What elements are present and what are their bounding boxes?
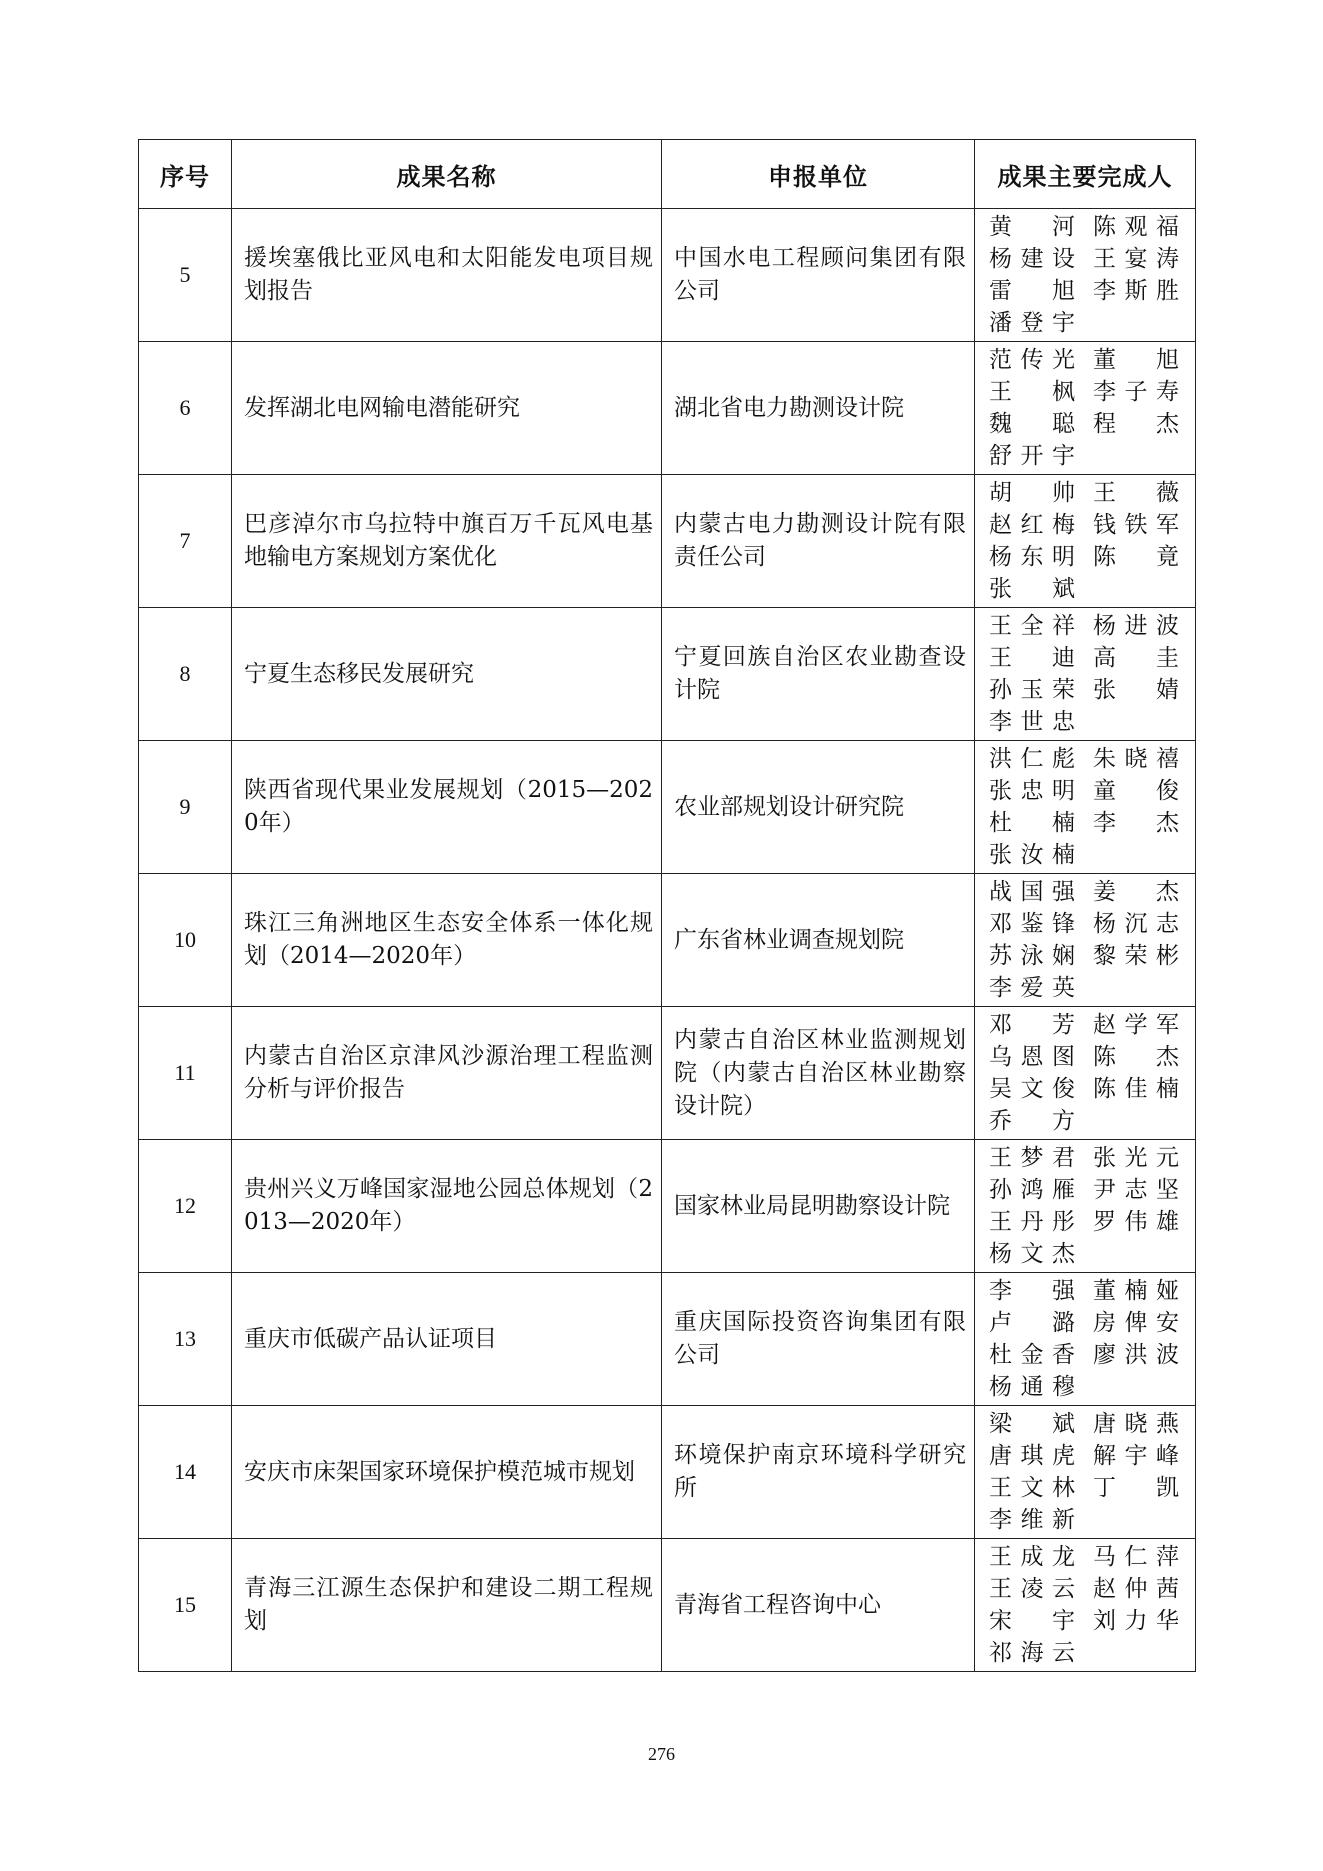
contributors-list xyxy=(989,743,1179,871)
cell-seq: 6 xyxy=(139,342,232,475)
cell-main-contributors xyxy=(975,741,1196,874)
awards-table xyxy=(138,139,1196,1672)
contributors-list xyxy=(989,344,1179,472)
contributor-name: 张忠明 xyxy=(989,778,1075,804)
contributor-name: 吴文俊 xyxy=(989,1076,1075,1102)
table-row xyxy=(139,608,1196,741)
cell-main-contributors xyxy=(975,475,1196,608)
contributor-name: 王梦君 xyxy=(989,1145,1075,1171)
cell-main-contributors xyxy=(975,1140,1196,1273)
cell-main-contributors xyxy=(975,1273,1196,1406)
contributor-name: 李 杰 xyxy=(1093,810,1179,836)
contributor-name: 黎荣彬 xyxy=(1093,943,1179,969)
cell-achievement-name: 安庆市床架国家环境保护模范城市规划 xyxy=(232,1406,662,1539)
cell-achievement-name: 发挥湖北电网输电潜能研究 xyxy=(232,342,662,475)
contributor-name: 董 旭 xyxy=(1093,347,1179,373)
contributor-name: 王 迪 xyxy=(989,645,1075,671)
cell-achievement-name: 珠江三角洲地区生态安全体系一体化规划（2014—2020年） xyxy=(232,874,662,1007)
cell-reporting-unit: 内蒙古自治区林业监测规划院（内蒙古自治区林业勘察设计院） xyxy=(662,1007,975,1140)
contributors-list xyxy=(989,1408,1179,1536)
contributor-name: 童 俊 xyxy=(1093,778,1179,804)
contributors-list xyxy=(989,211,1179,339)
contributor-name: 杨沉志 xyxy=(1093,911,1179,937)
contributors-list xyxy=(989,1275,1179,1403)
cell-seq: 10 xyxy=(139,874,232,1007)
contributor-name: 潘登宇 xyxy=(989,310,1075,336)
cell-seq: 14 xyxy=(139,1406,232,1539)
contributor-name: 宋 宇 xyxy=(989,1608,1075,1634)
contributor-name: 李子寿 xyxy=(1093,379,1179,405)
contributor-name: 杜金香 xyxy=(989,1342,1075,1368)
contributor-name: 朱晓禧 xyxy=(1093,746,1179,772)
table-row xyxy=(139,1406,1196,1539)
contributor-name: 邓 芳 xyxy=(989,1012,1075,1038)
cell-achievement-name: 巴彦淖尔市乌拉特中旗百万千瓦风电基地输电方案规划方案优化 xyxy=(232,475,662,608)
cell-seq: 7 xyxy=(139,475,232,608)
contributor-name: 廖洪波 xyxy=(1093,1342,1179,1368)
contributor-name: 高 圭 xyxy=(1093,645,1179,671)
cell-reporting-unit: 国家林业局昆明勘察设计院 xyxy=(662,1140,975,1273)
contributor-name: 刘力华 xyxy=(1093,1608,1179,1634)
header-seq: 序号 xyxy=(139,140,232,209)
contributors-list xyxy=(989,876,1179,1004)
contributor-name: 杨文杰 xyxy=(989,1241,1075,1267)
contributor-name: 李斯胜 xyxy=(1093,278,1179,304)
contributors-list xyxy=(989,1541,1179,1669)
contributor-name: 王文林 xyxy=(989,1475,1075,1501)
header-name: 成果名称 xyxy=(232,140,662,209)
cell-achievement-name: 援埃塞俄比亚风电和太阳能发电项目规划报告 xyxy=(232,209,662,342)
contributor-name: 杜 楠 xyxy=(989,810,1075,836)
contributor-name: 孙鸿雁 xyxy=(989,1177,1075,1203)
table-row xyxy=(139,475,1196,608)
cell-achievement-name: 内蒙古自治区京津风沙源治理工程监测分析与评价报告 xyxy=(232,1007,662,1140)
cell-main-contributors xyxy=(975,342,1196,475)
table-row xyxy=(139,209,1196,342)
contributor-name: 姜 杰 xyxy=(1093,879,1179,905)
contributor-name: 雷 旭 xyxy=(989,278,1075,304)
contributor-name: 王 薇 xyxy=(1093,480,1179,506)
contributor-name: 胡 帅 xyxy=(989,480,1075,506)
contributor-name: 张 婧 xyxy=(1093,677,1179,703)
contributor-name: 唐琪虎 xyxy=(989,1443,1075,1469)
table-body xyxy=(139,209,1196,1672)
table-row xyxy=(139,1140,1196,1273)
cell-reporting-unit: 广东省林业调查规划院 xyxy=(662,874,975,1007)
contributor-name: 杨东明 xyxy=(989,544,1075,570)
cell-seq: 8 xyxy=(139,608,232,741)
contributor-name: 战国强 xyxy=(989,879,1075,905)
contributor-name: 赵红梅 xyxy=(989,512,1075,538)
table-header-row xyxy=(139,140,1196,209)
contributor-name: 陈 杰 xyxy=(1093,1044,1179,1070)
contributor-name: 杨建设 xyxy=(989,246,1075,272)
contributor-name: 杨进波 xyxy=(1093,613,1179,639)
contributor-name: 李维新 xyxy=(989,1507,1075,1533)
cell-seq: 11 xyxy=(139,1007,232,1140)
contributor-name: 王凌云 xyxy=(989,1576,1075,1602)
cell-achievement-name: 陕西省现代果业发展规划（2015—2020年） xyxy=(232,741,662,874)
cell-reporting-unit: 中国水电工程顾问集团有限公司 xyxy=(662,209,975,342)
contributor-name: 王 枫 xyxy=(989,379,1075,405)
table-row xyxy=(139,741,1196,874)
contributor-name: 丁 凯 xyxy=(1093,1475,1179,1501)
contributor-name: 李爱英 xyxy=(989,975,1075,1001)
contributors-list xyxy=(989,477,1179,605)
cell-achievement-name: 重庆市低碳产品认证项目 xyxy=(232,1273,662,1406)
header-people: 成果主要完成人 xyxy=(975,140,1196,209)
cell-seq: 13 xyxy=(139,1273,232,1406)
cell-seq: 15 xyxy=(139,1539,232,1672)
contributor-name: 陈佳楠 xyxy=(1093,1076,1179,1102)
contributor-name: 张 斌 xyxy=(989,576,1075,602)
cell-seq: 5 xyxy=(139,209,232,342)
contributor-name: 舒开宇 xyxy=(989,443,1075,469)
cell-main-contributors xyxy=(975,874,1196,1007)
contributor-name: 范传光 xyxy=(989,347,1075,373)
contributor-name: 邓鉴锋 xyxy=(989,911,1075,937)
cell-achievement-name: 宁夏生态移民发展研究 xyxy=(232,608,662,741)
contributor-name: 张光元 xyxy=(1093,1145,1179,1171)
contributor-name: 李 强 xyxy=(989,1278,1075,1304)
cell-reporting-unit: 农业部规划设计研究院 xyxy=(662,741,975,874)
cell-reporting-unit: 湖北省电力勘测设计院 xyxy=(662,342,975,475)
contributor-name: 尹志坚 xyxy=(1093,1177,1179,1203)
header-unit: 申报单位 xyxy=(662,140,975,209)
cell-reporting-unit: 宁夏回族自治区农业勘查设计院 xyxy=(662,608,975,741)
cell-reporting-unit: 内蒙古电力勘测设计院有限责任公司 xyxy=(662,475,975,608)
contributor-name: 陈观福 xyxy=(1093,214,1179,240)
cell-reporting-unit: 环境保护南京环境科学研究所 xyxy=(662,1406,975,1539)
contributor-name: 乌恩图 xyxy=(989,1044,1075,1070)
contributor-name: 洪仁彪 xyxy=(989,746,1075,772)
contributor-name: 王丹彤 xyxy=(989,1209,1075,1235)
contributor-name: 陈 竟 xyxy=(1093,544,1179,570)
contributor-name: 罗伟雄 xyxy=(1093,1209,1179,1235)
page-number: 276 xyxy=(648,1744,675,1764)
contributor-name: 卢 潞 xyxy=(989,1310,1075,1336)
contributor-name: 房俾安 xyxy=(1093,1310,1179,1336)
cell-main-contributors xyxy=(975,1539,1196,1672)
contributor-name: 钱铁军 xyxy=(1093,512,1179,538)
cell-achievement-name: 贵州兴义万峰国家湿地公园总体规划（2013—2020年） xyxy=(232,1140,662,1273)
table-row xyxy=(139,1273,1196,1406)
cell-seq: 12 xyxy=(139,1140,232,1273)
contributor-name: 赵仲茜 xyxy=(1093,1576,1179,1602)
contributors-list xyxy=(989,1009,1179,1137)
contributor-name: 王宴涛 xyxy=(1093,246,1179,272)
cell-seq: 9 xyxy=(139,741,232,874)
cell-main-contributors xyxy=(975,1007,1196,1140)
contributor-name: 黄 河 xyxy=(989,214,1075,240)
contributor-name: 李世忠 xyxy=(989,709,1075,735)
contributor-name: 王成龙 xyxy=(989,1544,1075,1570)
cell-main-contributors xyxy=(975,1406,1196,1539)
contributor-name: 马仁萍 xyxy=(1093,1544,1179,1570)
cell-main-contributors xyxy=(975,209,1196,342)
table-row xyxy=(139,342,1196,475)
table-row xyxy=(139,1007,1196,1140)
contributor-name: 苏泳娴 xyxy=(989,943,1075,969)
contributors-list xyxy=(989,610,1179,738)
contributor-name: 魏 聪 xyxy=(989,411,1075,437)
contributor-name: 王全祥 xyxy=(989,613,1075,639)
cell-reporting-unit: 青海省工程咨询中心 xyxy=(662,1539,975,1672)
contributor-name: 赵学军 xyxy=(1093,1012,1179,1038)
contributor-name: 祁海云 xyxy=(989,1640,1075,1666)
contributor-name: 张汝楠 xyxy=(989,842,1075,868)
cell-reporting-unit: 重庆国际投资咨询集团有限公司 xyxy=(662,1273,975,1406)
contributor-name: 孙玉荣 xyxy=(989,677,1075,703)
contributor-name: 解宇峰 xyxy=(1093,1443,1179,1469)
table-row xyxy=(139,874,1196,1007)
contributor-name: 梁 斌 xyxy=(989,1411,1075,1437)
contributor-name: 唐晓燕 xyxy=(1093,1411,1179,1437)
contributor-name: 杨通穆 xyxy=(989,1374,1075,1400)
contributor-name: 程 杰 xyxy=(1093,411,1179,437)
contributor-name: 乔 方 xyxy=(989,1108,1075,1134)
cell-achievement-name: 青海三江源生态保护和建设二期工程规划 xyxy=(232,1539,662,1672)
contributor-name: 董楠娅 xyxy=(1093,1278,1179,1304)
cell-main-contributors xyxy=(975,608,1196,741)
contributors-list xyxy=(989,1142,1179,1270)
table-row xyxy=(139,1539,1196,1672)
